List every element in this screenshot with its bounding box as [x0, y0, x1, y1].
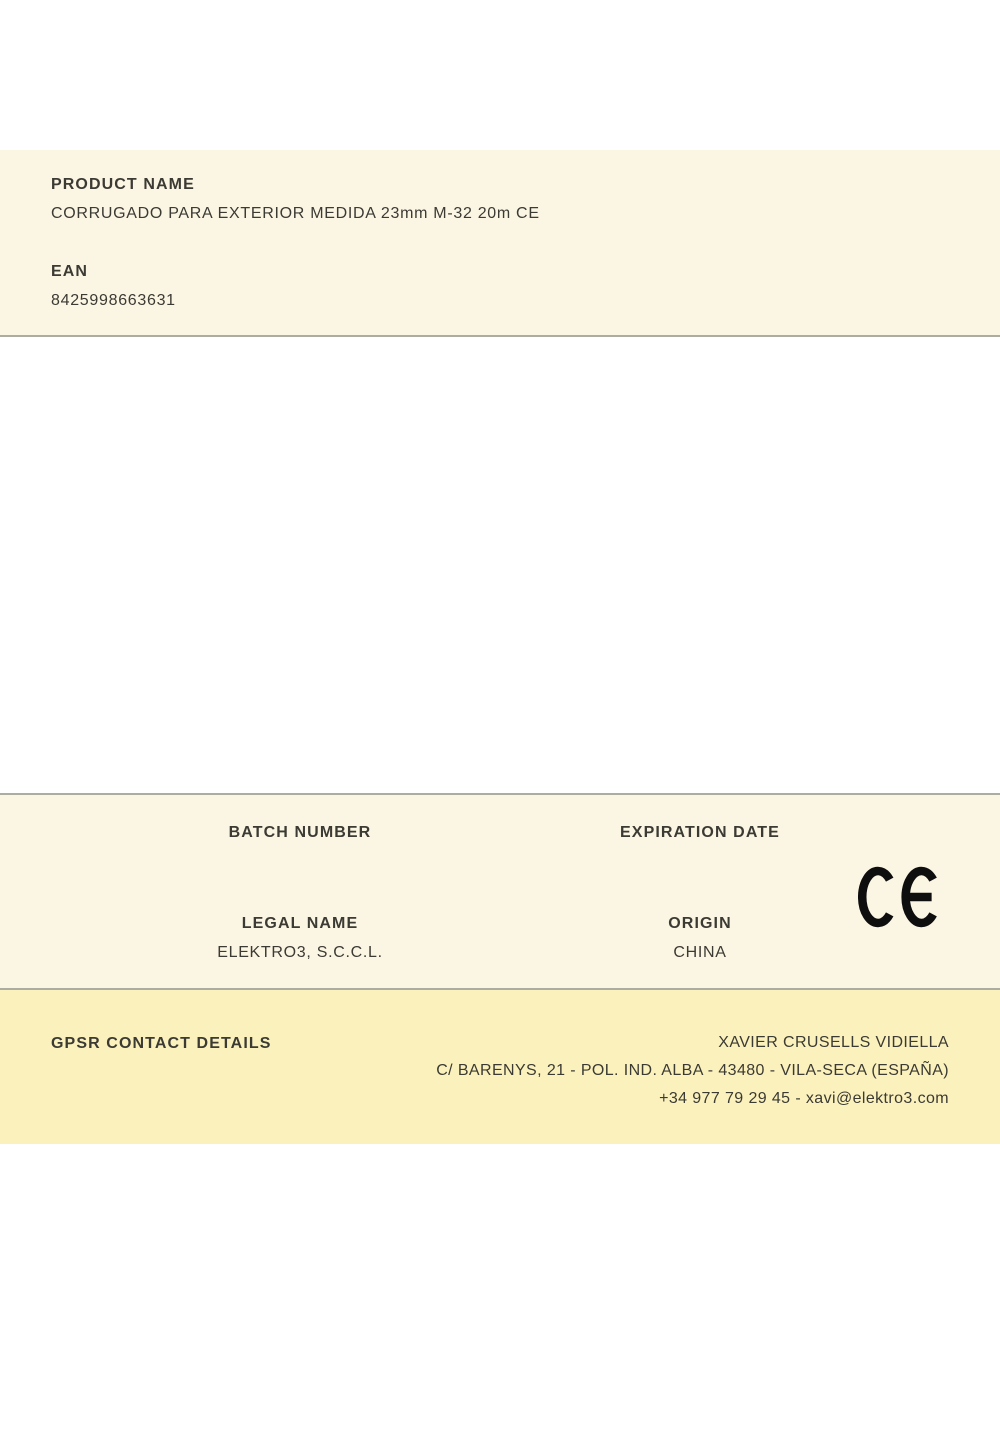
gpsr-label-page	[0, 150, 1000, 1450]
expiration-date-value	[500, 852, 900, 872]
batch-legal-section	[0, 793, 1000, 990]
origin-cell	[500, 914, 900, 963]
product-name-value: CORRUGADO PARA EXTERIOR MEDIDA 23mm M-32 20m CE	[51, 205, 540, 222]
product-name-group	[51, 175, 949, 224]
origin-value: CHINA	[673, 944, 727, 961]
gpsr-contact-label: GPSR CONTACT DETAILS	[51, 1035, 272, 1052]
gpsr-contact-name: XAVIER CRUSELLS VIDIELLA	[718, 1034, 949, 1051]
gpsr-contact-section	[0, 990, 1000, 1144]
ean-group	[51, 262, 949, 311]
batch-number-cell	[100, 823, 500, 872]
ce-mark-icon	[858, 865, 942, 929]
batch-number-value	[100, 852, 500, 872]
origin-label: ORIGIN	[668, 915, 732, 932]
product-name-label: PRODUCT NAME	[51, 176, 195, 193]
batch-row-2	[100, 914, 900, 963]
gpsr-contact-phone-email: +34 977 79 29 45 - xavi@elektro3.com	[659, 1090, 949, 1107]
product-info-section	[0, 150, 1000, 337]
gpsr-contact-address: C/ BARENYS, 21 - POL. IND. ALBA - 43480 - VILA-SECA (ESPAÑA)	[436, 1062, 949, 1079]
expiration-date-label: EXPIRATION DATE	[620, 824, 780, 841]
batch-row-1	[100, 823, 900, 872]
legal-name-cell	[100, 914, 500, 963]
expiration-date-cell	[500, 823, 900, 872]
legal-name-label: LEGAL NAME	[241, 915, 359, 932]
ean-label: EAN	[51, 263, 89, 280]
ean-value: 8425998663631	[51, 292, 176, 309]
batch-number-label: BATCH NUMBER	[228, 824, 372, 841]
legal-name-value: ELEKTRO3, S.C.C.L.	[217, 944, 383, 961]
gpsr-contact-block	[436, 1029, 949, 1113]
